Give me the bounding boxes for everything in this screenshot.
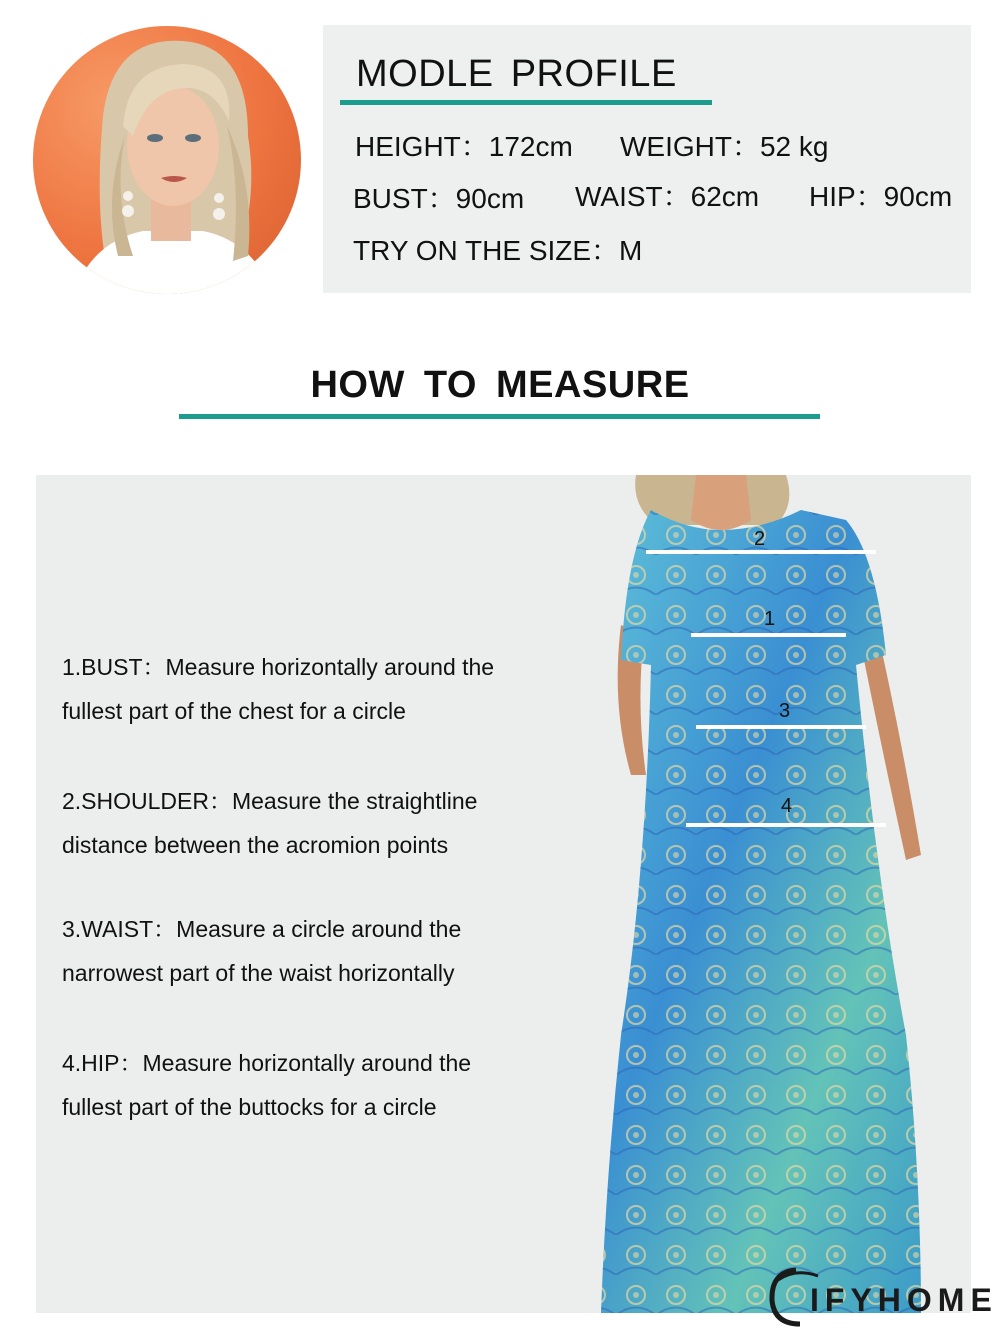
marker-shoulder: 2 (754, 528, 766, 550)
height-stat: HEIGHT：172cm (355, 131, 573, 162)
title-underline (340, 100, 712, 105)
dress-model-image (576, 475, 946, 1313)
how-to-measure-title: HOW TO MEASURE (310, 364, 690, 406)
model-portrait-illustration (33, 26, 301, 294)
waist-instruction-line2: narrowest part of the waist horizontally (62, 960, 455, 986)
how-to-measure-underline (179, 414, 820, 419)
marker-bust: 1 (764, 608, 776, 630)
shoulder-instruction-line2: distance between the acromion points (62, 832, 449, 858)
hip-stat: HIP：90cm (809, 181, 953, 212)
hip-instruction-line1: 4.HIP：Measure horizontally around the (62, 1050, 472, 1076)
marker-waist: 3 (779, 700, 791, 722)
model-portrait (33, 26, 301, 294)
bust-stat: BUST：90cm (353, 183, 525, 214)
waist-instruction-line1: 3.WAIST：Measure a circle around the (62, 916, 462, 942)
waist-stat: WAIST：62cm (575, 181, 760, 212)
shoulder-instruction (62, 779, 542, 867)
model-profile-title: MODLE PROFILE (356, 53, 677, 95)
weight-stat: WEIGHT：52 kg (620, 131, 829, 162)
brand-logo-text: IFYHOME (810, 1282, 998, 1318)
brand-logo (766, 1262, 998, 1328)
dress-illustration (576, 475, 946, 1313)
waist-instruction (62, 907, 542, 995)
hip-instruction (62, 1041, 542, 1129)
measurement-panel (36, 475, 971, 1313)
bust-instruction-line2: fullest part of the chest for a circle (62, 698, 406, 724)
model-profile-panel (323, 25, 971, 293)
marker-hip: 4 (781, 795, 793, 817)
try-on-size-stat: TRY ON THE SIZE：M (353, 235, 643, 266)
bust-instruction (62, 645, 542, 733)
hip-instruction-line2: fullest part of the buttocks for a circle (62, 1094, 437, 1120)
shoulder-instruction-line1: 2.SHOULDER：Measure the straightline (62, 788, 478, 814)
bust-instruction-line1: 1.BUST：Measure horizontally around the (62, 654, 495, 680)
